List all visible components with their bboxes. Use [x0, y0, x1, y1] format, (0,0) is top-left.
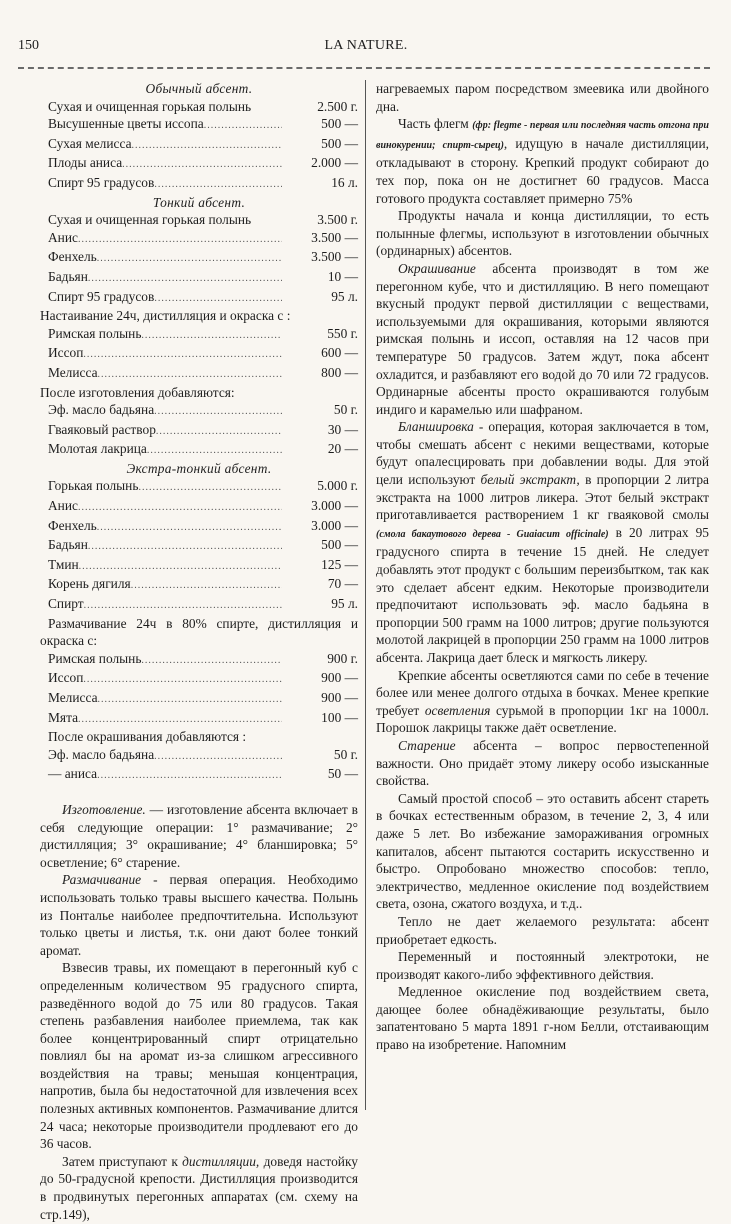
- ingredient-quantity: 3.500 —: [311, 229, 358, 245]
- extra-after-label: После окрашивания добавляются :: [48, 729, 247, 745]
- ingredient-row: [40, 268, 358, 288]
- ingredient-quantity: 600 —: [321, 345, 358, 361]
- ingredient-name: Горькая полынь: [48, 478, 139, 494]
- ingredient-quantity: 20 —: [327, 441, 358, 457]
- dot-leader: [147, 442, 282, 460]
- ingredient-name: Молотая лакрица: [48, 441, 147, 457]
- recipe-title-extra-fine: Экстра-тонкий абсент.: [126, 460, 272, 476]
- paragraph: Изготовление. — изготовление абсента включает в себя следующие операции: 1° размачивание; 2° дистилляция; 3° окрашивание; 4° бланшировка; 5° осветление; 6° старение.: [40, 801, 358, 870]
- dot-leader: [97, 519, 282, 537]
- column-divider: [365, 80, 366, 1110]
- ingredient-quantity: 3.500 г.: [317, 212, 358, 228]
- ingredient-row: [40, 248, 358, 268]
- fine-infusion-label: Настаивание 24ч, дистилляция и окраска с :: [40, 308, 291, 324]
- dot-leader: [98, 366, 282, 384]
- ingredient-name: Римская полынь: [48, 650, 142, 666]
- dot-leader: [97, 767, 282, 785]
- paragraph: Крепкие абсенты осветляются сами по себе в течение более или менее долгого отдыха в бочках. Менее крепкие требует осветления сурьмой в пропорции 1кг на 1000л. Порошок лакрицы также даёт осветление.: [376, 667, 709, 736]
- term-aging: Старение: [398, 737, 456, 753]
- ingredient-row: [40, 229, 358, 249]
- ingredient-quantity: 900 г.: [327, 650, 358, 666]
- ingredient-row: [40, 154, 358, 174]
- ingredient-quantity: 500 —: [321, 116, 358, 132]
- ingredient-row: [40, 401, 358, 421]
- dot-leader: [204, 117, 282, 135]
- ingredient-name: Бадьян: [48, 537, 88, 553]
- dot-leader: [88, 270, 282, 288]
- recipe-list-fine: [40, 211, 358, 307]
- ingredient-quantity: 900 —: [321, 690, 358, 705]
- paragraph: Продукты начала и конца дистилляции, то есть полынные флегмы, используют в изготовлении обычных (ординарных) абсентов.: [376, 208, 709, 259]
- header-rule: [18, 67, 710, 69]
- ingredient-row: [40, 497, 358, 517]
- ingredient-name: Гваяковый раствор: [48, 421, 156, 437]
- dot-leader: [88, 538, 282, 556]
- ingredient-row: [40, 211, 358, 229]
- paragraph: Самый простой способ – это оставить абсент стареть в бочках естественным образом, в течение 2, 3, 4 или даже 5 лет. Во избежание замораживания огромных капиталов, абсент пытаются состарить искусственно и быстро. Опробовано множество способов: тепло, электричество, медленное окисление под воздействием света, озона, сжатого воздуха, и т.д..: [376, 790, 709, 912]
- ingredient-row: [40, 325, 358, 345]
- ingredient-name: Сухая и очищенная горькая полынь: [48, 212, 252, 228]
- ingredient-name: Римская полынь: [48, 325, 142, 341]
- ingredient-row: [40, 556, 358, 576]
- dot-leader: [83, 346, 282, 364]
- recipe-list-extra-after: [40, 746, 358, 785]
- paragraph: Размачивание - первая операция. Необходимо использовать только травы высшего качества. Полынь из Понталье наиболее предпочтительна. Используют только цветы и листья, т.к. они дают более тонкий аромат.: [40, 872, 358, 958]
- dot-leader: [131, 577, 282, 595]
- ingredient-name: Эф. масло бадьяна: [48, 746, 155, 762]
- ingredient-quantity: 3.000 —: [311, 517, 358, 533]
- ingredient-quantity: 30 —: [327, 421, 358, 437]
- dot-leader: [154, 403, 282, 421]
- ingredient-name: Плоды аниса: [48, 155, 123, 171]
- paragraph: Взвесив травы, их помещают в перегонный куб с определенным количеством 95 градусного спирта, разведённого водой до 75 или 80 градусов. Такая степень разбавления наиболее приемлема, так как более концентрированный спирт отрицательно повлиял бы на аромат из-за слишком агрессивного воздействия на травы; меньшая концентрация, напротив, была бы недостаточной для извлечения всех полезных активных компонентов. Размачивание длится 24 часа; некоторые производители продлевают его до 36 часов.: [40, 960, 358, 1152]
- ingredient-name: Бадьян: [48, 268, 88, 284]
- recipe-list-extra-maceration: [40, 650, 358, 728]
- ingredient-row: [40, 288, 358, 308]
- dot-leader: [122, 156, 282, 174]
- ingredient-row: [40, 536, 358, 556]
- ingredient-quantity: 500 —: [321, 135, 358, 151]
- ingredient-name: Анис: [48, 229, 78, 245]
- ingredient-name: Иссоп: [48, 670, 84, 686]
- journal-title: LA NATURE.: [324, 38, 408, 53]
- ingredient-row: [40, 477, 358, 497]
- dot-leader: [84, 597, 282, 615]
- ingredient-name: Мята: [48, 709, 79, 725]
- footnote-phlegm: (фр: flegme - первая или последняя часть отгона при винокурении; спирт-сырец): [376, 120, 709, 151]
- paragraph: Часть флегм (фр: flegme - первая или последняя часть отгона при винокурении; спирт-сырец), идущую в начале дистилляции, откладывают в сторону. Крепкий продукт собирают до тех пор, пока он не достигнет 60 градусов. Масса готового продукта составляет примерно 75%: [376, 116, 709, 206]
- recipe-title-fine: Тонкий абсент.: [152, 194, 246, 210]
- ingredient-row: [40, 709, 358, 729]
- dot-leader: [78, 711, 282, 729]
- dot-leader: [98, 691, 282, 709]
- left-body-text: [40, 801, 358, 1223]
- recipe-title-ordinary: Обычный абсент.: [145, 81, 253, 96]
- ingredient-quantity: 95 л.: [331, 288, 358, 304]
- ingredient-quantity: 3.500 —: [311, 249, 358, 265]
- ingredient-name: Иссоп: [48, 345, 84, 361]
- ingredient-name: Эф. масло бадьяна: [48, 402, 155, 418]
- paragraph: Медленное окисление под воздействием света, дающее более обнадёживающие результаты, было запатентовано 5 марта 1891 г-ном Белли, отстаивающим право на изобретение. Напомним: [376, 984, 709, 1053]
- paragraph: Окрашивание абсента производят в том же перегонном кубе, что и дистилляцию. В него помещают вкусный продукт первой дистилляции с веществами, используемыми для окрашивания, которыми являются римская полынь и иссоп, оставляя на 12 часов при температуре 50 градусов. Затем ждут, пока абсент охладится, и разбавляют его водой до 70 или 72 градусов. Ординарные абсенты просто окрашиваются голубым индиго и карамелью или шафраном.: [376, 260, 709, 417]
- ingredient-name: Мелисса: [48, 364, 98, 380]
- ingredient-quantity: 900 —: [321, 670, 358, 686]
- ingredient-name: Спирт: [48, 596, 84, 612]
- dot-leader: [78, 499, 282, 517]
- ingredient-quantity: 800 —: [321, 364, 358, 380]
- ingredient-name: Фенхель: [48, 517, 97, 533]
- ingredient-row: [40, 135, 358, 155]
- term-clarification: осветления: [424, 702, 491, 718]
- ingredient-quantity: 2.500 г.: [317, 98, 358, 114]
- ingredient-name: Спирт 95 градусов: [48, 288, 155, 304]
- ingredient-name: Сухая мелисса: [48, 135, 132, 151]
- page-header: [18, 38, 714, 58]
- ingredient-name: Сухая и очищенная горькая полынь: [48, 98, 252, 114]
- ingredient-quantity: 550 г.: [327, 325, 358, 341]
- paragraph: Бланшировка - операция, которая заключается в том, чтобы смешать абсент с некими веществами, которые будут опалесцировать при добавлении воды. Для этой цели используют белый экстракт, в пропорции 2 литра экстракта на 1000 литров ликера. Этот белый экстракт приготавливается растворением 1 кг гваяковой смолы (смола бакаутового дерева - Guaiacum officinale) в 20 литрах 95 градусного спирта в течение 15 дней. Не следует добавлять этот продукт с большим переизбытком, так как это сделает абсент едким. Некоторые производители предпочитают использовать эф. масло бадьяна в пропорции 500 грамм на 1000 литров; другие пользуются молотой лакрицей в пропорции 250 грамм на 1000 литров абсента. Лакрица дает блеск и мягкость ликеру.: [376, 419, 709, 665]
- ingredient-quantity: 16 л.: [331, 174, 358, 190]
- fine-after-label: После изготовления добавляются:: [40, 384, 235, 400]
- ingredient-row: [40, 575, 358, 595]
- recipe-list-fine-after: [40, 401, 358, 460]
- dot-leader: [83, 671, 282, 689]
- ingredient-row: [40, 746, 358, 766]
- ingredient-row: [40, 595, 358, 615]
- ingredient-row: [40, 650, 358, 670]
- ingredient-name: Спирт 95 градусов: [48, 174, 155, 190]
- dot-leader: [141, 327, 282, 345]
- recipe-list-extra-fine: [40, 477, 358, 614]
- ingredient-row: [40, 364, 358, 384]
- ingredient-name: — аниса: [48, 766, 98, 782]
- ingredient-quantity: 100 —: [321, 709, 358, 725]
- emphasized-term: Размачивание: [62, 872, 142, 888]
- ingredient-row: [40, 517, 358, 537]
- ingredient-quantity: 2.000 —: [311, 155, 358, 171]
- term-coloring: Окрашивание: [398, 260, 476, 276]
- ingredient-quantity: 10 —: [327, 268, 358, 284]
- ingredient-quantity: 50 —: [327, 766, 358, 782]
- ingredient-row: [40, 689, 358, 709]
- term-white-extract: белый экстракт,: [480, 472, 580, 488]
- paragraph: нагреваемых паром посредством змеевика или двойного дна.: [376, 81, 709, 114]
- ingredient-name: Высушенные цветы иссопа: [48, 116, 204, 132]
- ingredient-quantity: 500 —: [321, 537, 358, 553]
- ingredient-row: [40, 115, 358, 135]
- paragraph: Затем приступают к дистилляции, доведя настойку до 50-градусной крепости. Дистилляция производится в продвинутых перегонных аппаратах (см. схему на стр.149),: [40, 1153, 358, 1222]
- ingredient-name: Корень дягиля: [48, 576, 131, 592]
- dot-leader: [154, 290, 282, 308]
- ingredient-quantity: 125 —: [321, 556, 358, 572]
- dot-leader: [156, 423, 282, 441]
- left-column: [40, 80, 358, 1223]
- ingredient-quantity: 3.000 —: [311, 498, 358, 514]
- ingredient-name: Фенхель: [48, 249, 97, 265]
- emphasized-term: дистилляции,: [182, 1153, 260, 1169]
- ingredient-row: [40, 440, 358, 460]
- dot-leader: [138, 479, 282, 497]
- ingredient-name: Мелисса: [48, 690, 98, 705]
- recipe-list-ordinary: [40, 98, 358, 194]
- dot-leader: [79, 558, 282, 576]
- footnote-guaiacum: (смола бакаутового дерева - Guaiacum officinale): [376, 528, 609, 540]
- paragraph: Переменный и постоянный электротоки, не производят какого-либо эффективного действия.: [376, 949, 709, 982]
- extra-maceration-label: Размачивание 24ч в 80% спирте, дистилляция и окраска с:: [40, 615, 358, 649]
- ingredient-row: [40, 174, 358, 194]
- emphasized-term: Изготовление.: [62, 801, 146, 817]
- recipe-list-fine-infusion: [40, 325, 358, 384]
- paragraph: Тепло не дает желаемого результата: абсент приобретает едкость.: [376, 913, 709, 947]
- ingredient-row: [40, 421, 358, 441]
- ingredient-quantity: 50 г.: [333, 746, 358, 762]
- dot-leader: [132, 137, 282, 155]
- dot-leader: [78, 231, 282, 249]
- ingredient-row: [40, 98, 358, 116]
- ingredient-row: [40, 669, 358, 689]
- term-blanching: Бланшировка: [398, 419, 474, 435]
- dot-leader: [154, 176, 282, 194]
- ingredient-quantity: 5.000 г.: [317, 478, 358, 494]
- dot-leader: [154, 748, 282, 766]
- ingredient-quantity: 95 л.: [331, 596, 358, 612]
- dot-leader: [141, 652, 282, 670]
- right-column: [376, 80, 709, 1054]
- page-number: 150: [18, 38, 39, 53]
- ingredient-row: [40, 765, 358, 785]
- ingredient-name: Анис: [48, 498, 78, 514]
- ingredient-name: Тмин: [48, 556, 79, 572]
- dot-leader: [97, 250, 282, 268]
- paragraph: Старение абсента – вопрос первостепенной важности. Оно придаёт этому ликеру особо изысканные свойства.: [376, 737, 709, 789]
- ingredient-row: [40, 344, 358, 364]
- ingredient-quantity: 50 г.: [333, 402, 358, 418]
- ingredient-quantity: 70 —: [327, 576, 358, 592]
